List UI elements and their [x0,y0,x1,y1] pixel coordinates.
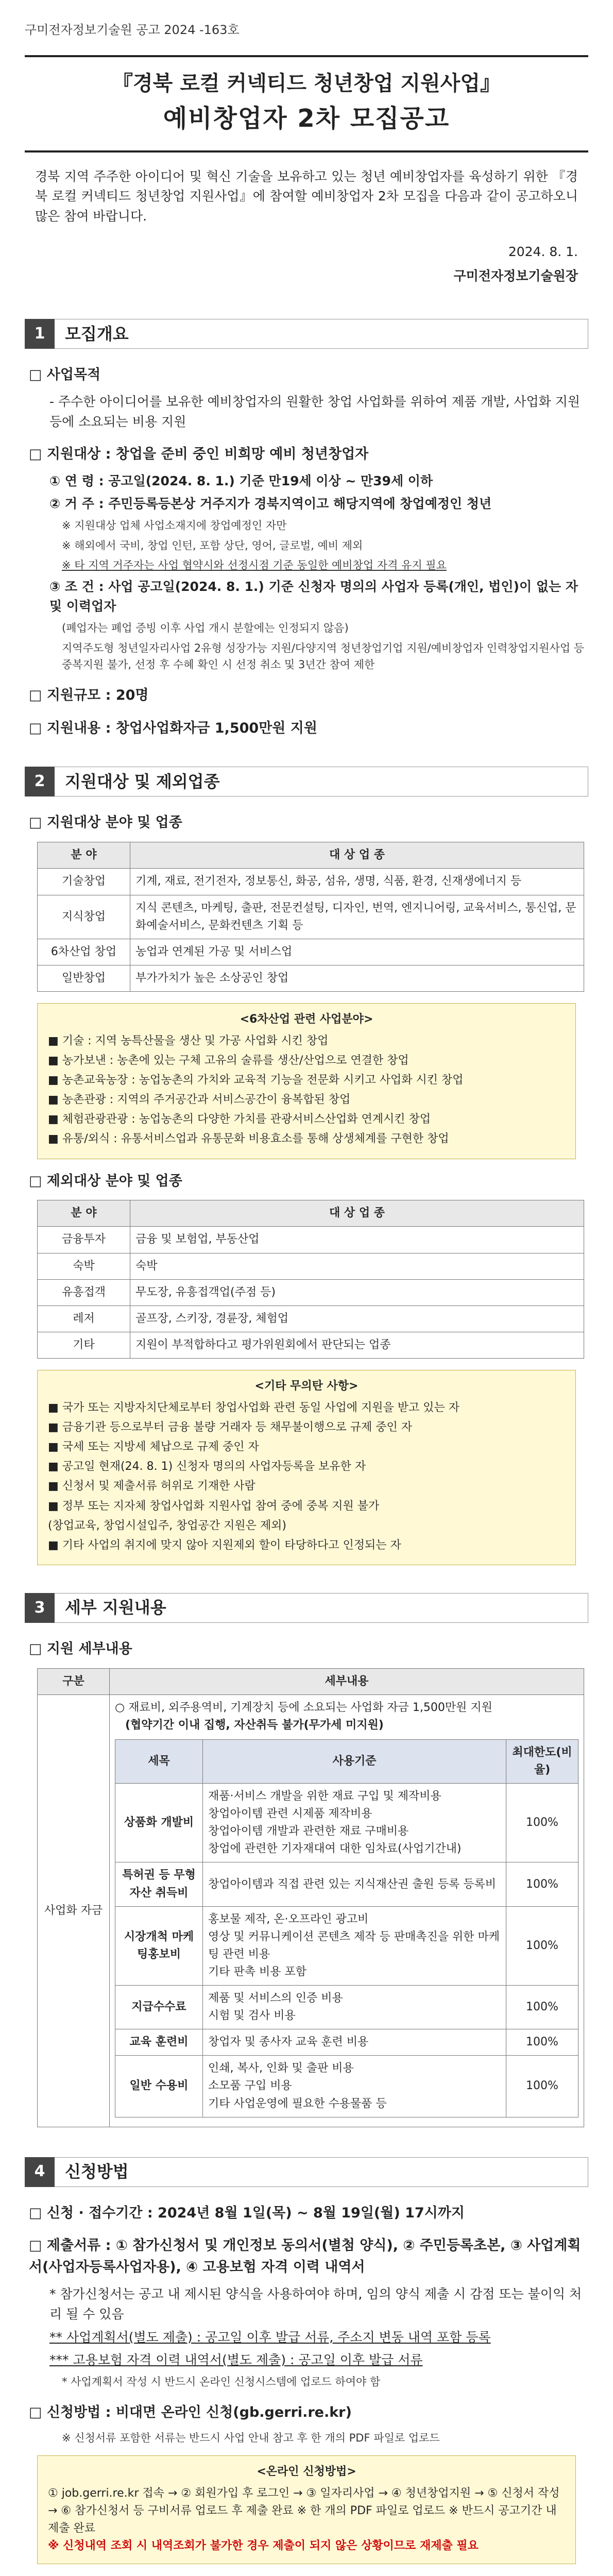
box-title: <기타 무의탄 사항> [254,1379,359,1393]
table-row [38,1279,584,1306]
target-condition: ③ 조 건 : 사업 공고일(2024. 8. 1.) 기준 신청자 명의의 사업자 등록(개인, 법인)이 없는 자 및 이력업자 [49,579,578,614]
column-header: 대 상 업 종 [130,1200,584,1227]
table-cell [203,2029,506,2056]
support-details-heading: □ 지원 세부내용 [29,1640,132,1657]
table-cell: 숙박 [38,1253,130,1279]
column-header: 세목 [115,1739,203,1783]
table-cell: 무도장, 유흥접객업(주점 등) [130,1279,584,1306]
table-cell: 기술창업 [38,869,130,895]
table-cell: 숙박 [130,1253,584,1279]
purpose-text: - 주수한 아이디어를 보유한 예비창업자의 원활한 창업 사업화를 위하여 제품 개발, 사업화 지원 등에 소요되는 비용 지원 [49,394,581,429]
list-item: 제품 및 서비스의 인증 비용 [208,1992,343,2005]
table-cell: 특허권 등 무형자산 취득비 [115,1862,203,1906]
table-cell: 시장개척 마케팅홍보비 [115,1906,203,1985]
section-title: 모집개요 [65,324,129,344]
application-method: □ 신청방법 : 비대면 온라인 신청(gb.gerri.re.kr) [29,2404,352,2420]
table-cell: 레저 [38,1306,130,1332]
online-application-box [37,2455,576,2564]
notice-date: 2024. 8. 1. [508,244,578,259]
list-item: 창업에 관련한 기자재대여 대한 임차료(사업기간내) [208,1842,462,1856]
table-cell: 교육 훈련비 [115,2029,203,2056]
list-item: 기타 사업운영에 필요한 수용물품 등 [208,2097,387,2110]
table-row [38,1694,584,2127]
box-title: <6차산업 관련 사업분야> [240,1012,373,1026]
support-desc-1: ○ 재료비, 외주용역비, 기계장치 등에 소요되는 사업화 자금 1,500만원 지원 [115,1701,492,1714]
document-note-1: * 참가신청서는 공고 내 제시된 양식을 사용하여야 하며, 임의 양식 제출 시 감점 또는 불이익 처리 될 수 있음 [49,2286,582,2321]
list-item: ■ 농촌관광 : 지역의 주거공간과 서비스공간이 융복합된 창업 [48,1093,351,1107]
table-cell: 100% [506,2056,578,2117]
table-cell: 100% [506,1784,578,1862]
support-heading: □ 지원내용 : 창업사업화자금 1,500만원 지원 [29,720,317,736]
list-item: 창업아이템 개발과 관련한 재료 구매비용 [208,1825,409,1838]
section-number: 2 [25,767,55,796]
section-4-header [25,2157,588,2187]
document-note-4: * 사업계획서 작성 시 반드시 온라인 신청시스템에 업로드 하여야 함 [62,2376,381,2388]
table-row [38,895,584,939]
section-2-header [25,767,588,796]
table-cell: 유흥접객 [38,1279,130,1306]
box-title: <온라인 신청방법> [257,2465,356,2479]
residence-note-1: ※ 지원대상 업체 사업소재지에 창업예정인 자만 [62,519,287,532]
table-cell: 기타 [38,1332,130,1358]
table-row [115,2029,578,2056]
list-item: 인쇄, 복사, 인화 및 출판 비용 [208,2062,354,2075]
list-item: ■ 농촌교육농장 : 농업농촌의 가치와 교육적 기능을 전문화 시키고 사업화 시킨 창업 [48,1074,464,1087]
table-cell: 지식 콘텐츠, 마케팅, 출판, 전문컨설팅, 디자인, 번역, 엔지니어링, 교육서비스, 통신업, 문화예술서비스, 문화컨텐츠 기획 등 [130,895,584,939]
table-cell: 금융투자 [38,1227,130,1253]
table-row [115,1906,578,1985]
list-item: (창업교육, 창업시설입주, 창업공간 지원은 제외) [48,1519,286,1532]
scale-heading: □ 지원규모 : 20명 [29,687,149,703]
table-cell: 일반 수용비 [115,2056,203,2117]
online-steps: ① job.gerri.re.kr 접속 → ② 회원가입 후 로그인 → ③ 일자리사업 → ④ 청년창업지원 → ⑤ 신청서 작성 → ⑥ 참가신청서 등 구비서류 업로드 후 제출 완료 ※ 한 개의 PDF 파일로 업로드 ※ 반드시 공고기간 내 제출 완료 [48,2487,560,2535]
title-line1: 『경북 로컬 커넥티드 청년창업 지원사업』 [112,72,501,96]
table-cell: 지원이 부적합하다고 평가위원회에서 판단되는 업종 [130,1332,584,1358]
table-cell: 100% [506,1862,578,1906]
list-item: 창업아이템 관련 시제품 제작비용 [208,1807,372,1821]
eligible-fields-table [37,842,584,992]
column-header: 구분 [38,1668,110,1694]
list-item: 시험 및 검사 비용 [208,2009,296,2023]
table-row [38,1253,584,1279]
list-item: ■ 기술 : 지역 농특산물을 생산 및 가공 사업화 시킨 창업 [48,1034,329,1047]
table-cell: 6차산업 창업 [38,939,130,965]
residence-note-3: ※ 타 지역 거주자는 사업 협약시와 선정시점 기준 동일한 예비창업 자격 유지 필요 [62,559,447,572]
column-header: 분 야 [38,1200,130,1227]
table-row [115,1784,578,1862]
section-number: 1 [25,319,55,349]
table-row [38,1332,584,1358]
title-box [25,55,588,152]
issuing-org: 구미전자정보기술원장 [453,268,578,283]
condition-note-1: (폐업자는 폐업 증빙 이후 사업 개시 분할에는 인정되지 않음) [62,622,349,635]
list-item: 재품·서비스 개발을 위한 재료 구입 및 제작비용 [208,1790,441,1803]
column-header: 대 상 업 종 [130,842,584,869]
table-row [115,1862,578,1906]
column-header: 세부내용 [110,1668,584,1694]
table-cell: 100% [506,2029,578,2056]
table-row [38,1306,584,1332]
table-cell [203,1986,506,2029]
table-row [38,869,584,895]
list-item: ■ 국가 또는 지방자치단체로부터 창업사업화 관련 동일 사업에 지원을 받고 있는 자 [48,1401,460,1415]
target-residence: ② 거 주 : 주민등록등본상 거주지가 경북지역이고 해당지역에 창업예정인 청년 [49,496,492,512]
table-row [38,965,584,991]
eligible-fields-heading: □ 지원대상 분야 및 업종 [29,815,182,831]
list-item: 기타 판촉 비용 포함 [208,1965,306,1978]
document-note-2: ** 사업계획서(별도 제출) : 공고일 이후 발급 서류, 주소지 변동 내역 포함 등록 [49,2329,491,2345]
table-cell: 100% [506,1906,578,1985]
column-header: 분 야 [38,842,130,869]
document-note-3: *** 고용보험 자격 이력 내역서(별도 제출) : 공고일 이후 발급 서류 [49,2352,423,2368]
column-header: 최대한도(비율) [506,1739,578,1783]
other-exclusions-box [37,1370,576,1565]
table-cell: 상품화 개발비 [115,1784,203,1862]
target-heading: □ 지원대상 : 창업을 준비 중인 비희망 예비 청년창업자 [29,446,369,462]
table-cell: 기계, 재료, 전기전자, 정보통신, 화공, 섬유, 생명, 식품, 환경, 신재생에너지 등 [130,869,584,895]
table-row [115,2056,578,2117]
list-item: ■ 농가보낸 : 농촌에 있는 구체 고유의 술류를 생산/산업으로 연결한 창업 [48,1054,409,1067]
application-period: □ 신청 · 접수기간 : 2024년 8월 1일(목) ~ 8월 19일(월) 17시까지 [29,2205,465,2221]
list-item: ■ 기타 사업의 취지에 맞지 않아 지원제외 할이 타당하다고 인정되는 자 [48,1538,401,1552]
table-row [38,939,584,965]
list-item: 영상 및 커뮤니케이션 콘텐츠 제작 등 판매촉진을 위한 마케팅 관련 비용 [208,1930,500,1961]
notice-number: 구미전자정보기술원 공고 2024 -163호 [25,23,240,37]
table-cell: 부가가치가 높은 소상공인 창업 [130,965,584,991]
target-age: ① 연 령 : 공고일(2024. 8. 1.) 기준 만19세 이상 ~ 만39세 이하 [49,473,433,488]
support-detail-cell [110,1694,584,2127]
column-header: 사용기준 [203,1739,506,1783]
list-item: 창업자 및 종사자 교육 훈련 비용 [208,2036,369,2049]
support-details-table [37,1668,584,2127]
section-title: 지원대상 및 제외업종 [65,771,220,791]
table-cell [203,1784,506,1862]
table-cell: 지식창업 [38,895,130,939]
list-item: ■ 금융기관 등으로부터 금융 불량 거래자 등 채무불이행으로 규제 중인 자 [48,1421,413,1434]
list-item: ■ 정부 또는 지자체 창업사업화 지원사업 참여 중에 중복 지원 불가 [48,1499,380,1513]
section-1-header [25,319,588,349]
table-cell [203,2056,506,2117]
list-item: 홍보물 제작, 온·오프라인 광고비 [208,1912,369,1926]
table-cell: 100% [506,1986,578,2029]
table-cell: 금융 및 보험업, 부동산업 [130,1227,584,1253]
table-cell: 지급수수료 [115,1986,203,2029]
list-item: ■ 유통/외식 : 유통서비스업과 유통문화 비용효소를 통해 상생체계를 구현한 창업 [48,1132,449,1146]
residence-note-2: ※ 해외에서 국비, 창업 인턴, 포함 상단, 영어, 글로벌, 예비 제외 [62,539,363,552]
section-title: 신청방법 [65,2161,129,2181]
section-number: 3 [25,1593,55,1623]
excluded-fields-heading: □ 제외대상 분야 및 업종 [29,1173,182,1189]
table-cell [203,1862,506,1906]
table-cell: 골프장, 스키장, 경륜장, 체험업 [130,1306,584,1332]
table-row [38,1227,584,1253]
section-number: 4 [25,2157,55,2187]
table-row [115,1986,578,2029]
condition-note-2: 지역주도형 청년일자리사업 2유형 성장가능 지원/다양지역 청년창업기업 지원/예비창업자 인력창업지원사업 등 중복지원 불가, 선정 후 수혜 확인 시 선정 취소 및 3년간 참여 제한 [62,641,585,671]
list-item: ■ 공고일 현재(24. 8. 1) 신청자 명의의 사업자등록을 보유한 자 [48,1460,366,1473]
section-3-header [25,1593,588,1623]
excluded-fields-table [37,1200,584,1359]
list-item: 소모품 구입 비용 [208,2079,292,2093]
list-item: ■ 신청서 및 제출서류 허위로 기재한 사람 [48,1480,256,1493]
list-item: 창업아이템과 직접 관련 있는 지식재산권 출원 등록 등록비 [208,1877,497,1891]
table-cell [203,1906,506,1985]
table-cell: 농업과 연계된 가공 및 서비스업 [130,939,584,965]
purpose-heading: □ 사업목적 [29,367,101,383]
six-industry-box [37,1003,576,1159]
support-desc-2: (협약기간 이내 집행, 자산취득 불가(무가세 미지원) [125,1718,384,1732]
support-category: 사업화 자금 [38,1694,110,2127]
cost-items-table [115,1739,578,2117]
title-line2: 예비창업자 2차 모집공고 [163,104,450,133]
intro-text: 경북 지역 주주한 아이디어 및 혁신 기술을 보유하고 있는 청년 예비창업자를 육성하기 위한 『경북 로컬 커넥티드 청년창업 지원사업』에 참여할 예비창업자 2차 모집을 다음과 같이 공고하오니 많은 참여 바랍니다. [35,168,578,224]
upload-note: ※ 신청서류 포함한 서류는 반드시 사업 안내 참고 후 한 개의 PDF 파일로 업로드 [62,2431,440,2444]
list-item: ■ 국세 또는 지방세 체납으로 규제 중인 자 [48,1440,259,1454]
section-title: 세부 지원내용 [65,1598,166,1617]
submission-warning: ※ 신청내역 조회 시 내역조회가 불가한 경우 제출이 되지 않은 상황이므로 재제출 필요 [48,2539,479,2553]
table-cell: 일반창업 [38,965,130,991]
required-documents: □ 제출서류 : ① 참가신청서 및 개인정보 동의서(별첨 양식), ② 주민등록초본, ③ 사업계획서(사업자등록사업자용), ④ 고용보험 자격 이력 내역서 [29,2238,581,2276]
list-item: ■ 체험관광관광 : 농업농촌의 다양한 가치를 관광서비스산업화 연계시킨 창업 [48,1113,431,1126]
